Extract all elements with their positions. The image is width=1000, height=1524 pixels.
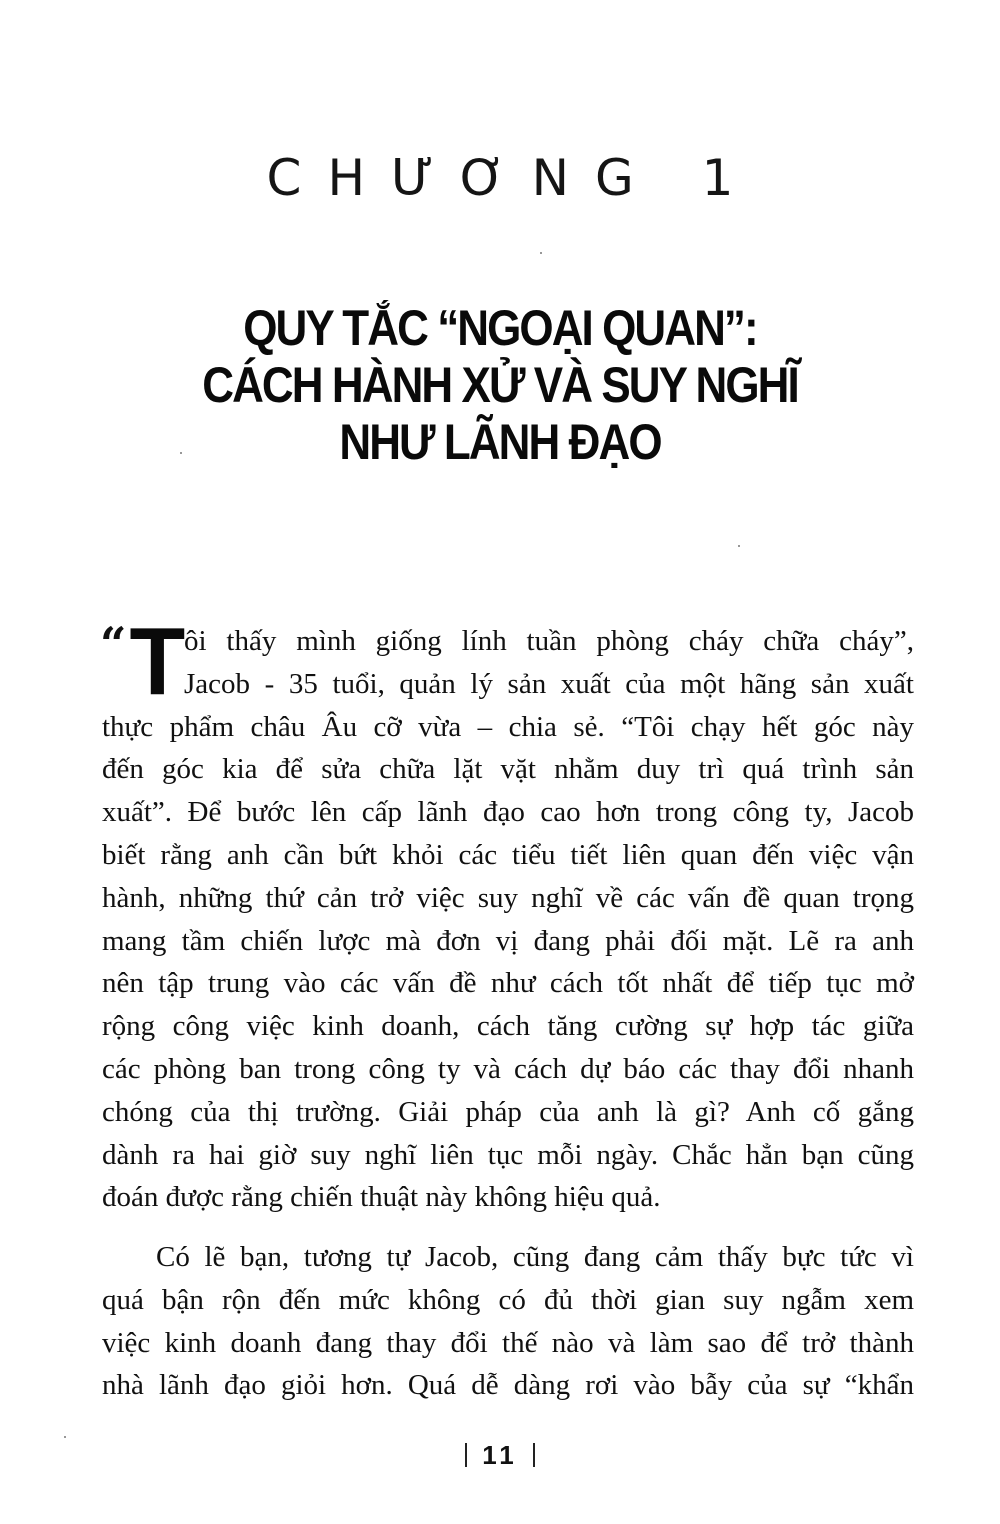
text-line: nên tập trung vào các vấn đề như cách tốt nhất để tiếp tục mở xyxy=(102,967,914,1000)
page-number-left-bar xyxy=(465,1443,467,1467)
text-line: chóng của thị trường. Giải pháp của anh là gì? Anh cố gắng xyxy=(102,1095,914,1128)
scan-speck xyxy=(738,545,740,547)
chapter-title xyxy=(60,300,940,471)
paragraph-2 xyxy=(102,1236,914,1407)
scan-speck xyxy=(540,252,542,254)
text-line: hành, những thứ cản trở việc suy nghĩ về các vấn đề quan trọng xyxy=(102,881,914,914)
text-line: đến góc kia để sửa chữa lặt vặt nhằm duy trì quá trình sản xyxy=(102,753,914,786)
text-line: quá bận rộn đến mức không có đủ thời gian suy ngẫm xem xyxy=(102,1283,914,1316)
text-line: nhà lãnh đạo giỏi hơn. Quá dễ dàng rơi vào bẫy của sự “khẩn xyxy=(102,1369,914,1402)
text-line: dành ra hai giờ suy nghĩ liên tục mỗi ngày. Chắc hẳn bạn cũng xyxy=(102,1138,914,1171)
page-number-right-bar xyxy=(533,1443,535,1467)
paragraph-1 xyxy=(100,608,914,1219)
text-line: các phòng ban trong công ty và cách dự báo các thay đổi nhanh xyxy=(102,1052,914,1085)
text-line: việc kinh doanh đang thay đổi thế nào và làm sao để trở thành xyxy=(102,1326,914,1359)
page-number-value: 11 xyxy=(482,1440,518,1471)
text-line: rộng công việc kinh doanh, cách tăng cường sự hợp tác giữa xyxy=(102,1010,914,1043)
page-number xyxy=(0,1438,1000,1470)
drop-cap: T xyxy=(129,608,186,715)
text-line: Có lẽ bạn, tương tự Jacob, cũng đang cảm thấy bực tức vì xyxy=(156,1241,914,1273)
text-line: đoán được rằng chiến thuật này không hiệu quả. xyxy=(102,1181,661,1214)
chapter-title-line: QUY TẮC “NGOẠI QUAN”: xyxy=(243,300,757,356)
text-line: Jacob - 35 tuổi, quản lý sản xuất của một hãng sản xuất xyxy=(184,667,914,700)
chapter-label: CHƯƠNG 1 xyxy=(266,149,760,207)
text-line: ôi thấy mình giống lính tuần phòng cháy chữa cháy”, xyxy=(184,625,914,657)
chapter-title-line: NHƯ LÃNH ĐẠO xyxy=(339,414,661,470)
chapter-title-line: CÁCH HÀNH XỬ VÀ SUY NGHĨ xyxy=(202,357,798,413)
scan-speck xyxy=(180,452,182,454)
text-line: thực phẩm châu Âu cỡ vừa – chia sẻ. “Tôi chạy hết góc này xyxy=(102,710,914,743)
opening-quote-mark: “ xyxy=(100,617,127,671)
scan-speck xyxy=(64,1436,66,1438)
text-line: xuất”. Để bước lên cấp lãnh đạo cao hơn trong công ty, Jacob xyxy=(102,796,914,829)
text-line: biết rằng anh cần bứt khỏi các tiểu tiết liên quan đến việc vận xyxy=(102,838,914,871)
text-line: mang tầm chiến lược mà đơn vị đang phải đối mặt. Lẽ ra anh xyxy=(102,924,914,957)
